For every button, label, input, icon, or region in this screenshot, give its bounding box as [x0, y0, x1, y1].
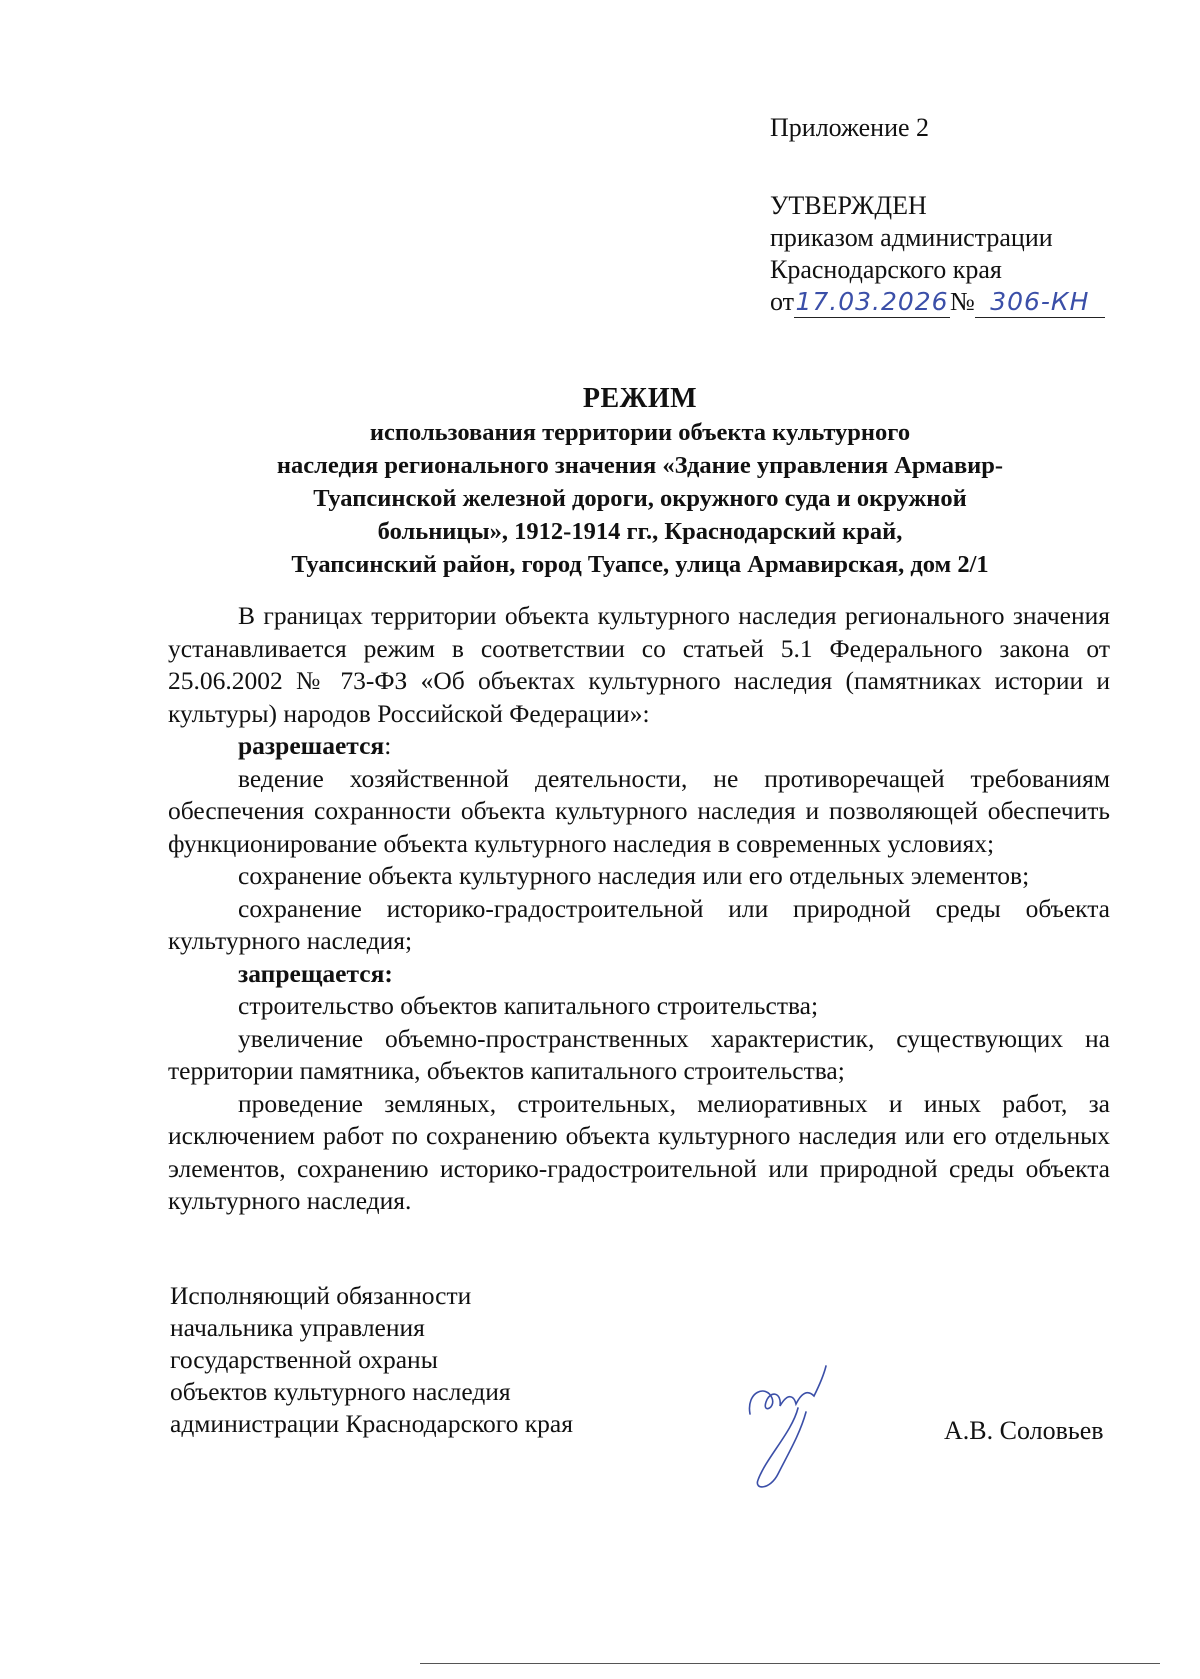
position-line: объектов культурного наследия: [170, 1377, 511, 1406]
order-line-2: Краснодарского края: [770, 255, 1002, 284]
handwritten-date: 17.03.2026: [795, 287, 949, 316]
allowed-item: сохранение объекта культурного наследия или его отдельных элементов;: [238, 861, 1030, 890]
number-sign: №: [950, 287, 975, 316]
document-title: [160, 382, 1120, 581]
bottom-divider: [420, 1663, 1160, 1664]
forbidden-heading: запрещается:: [238, 958, 393, 988]
forbidden-item: проведение земляных, строительных, мелиоративных и иных работ, за исключением работ по сохранению объекта культурного наследия или его отдельных элементов, сохранению историко-градостроительной или природной среды объекта культурного наследия.: [168, 1088, 1110, 1215]
date-prefix: от: [770, 287, 795, 316]
title-line: наследия регионального значения «Здание управления Армавир-: [276, 452, 1004, 479]
order-date-number: [770, 286, 1105, 318]
handwritten-signature: [736, 1362, 848, 1492]
signature-loop: [757, 1408, 806, 1487]
position-line: государственной охраны: [170, 1345, 438, 1374]
approval-block: [770, 112, 1105, 318]
title-main: РЕЖИМ: [582, 383, 698, 414]
allowed-heading-colon: :: [384, 731, 392, 760]
handwritten-number: 306-КН: [975, 287, 1105, 318]
approved-label: УТВЕРЖДЕН: [770, 191, 927, 220]
signatory-name: А.В. Соловьев: [944, 1416, 1104, 1445]
annex-label: Приложение 2: [770, 113, 930, 142]
intro-paragraph: В границах территории объекта культурного наследия регионального значения устанавливается режим в соответствии со статьей 5.1 Федерального закона от 25.06.2002 № 73-ФЗ «Об объектах культурного наследия (памятниках истории и культуры) народов Российской Федерации»:: [168, 601, 1110, 728]
allowed-item: сохранение историко-градостроительной или природной среды объекта культурного наследия;: [168, 893, 1110, 955]
document-body: [168, 600, 1110, 1218]
forbidden-item: увеличение объемно-пространственных характеристик, существующих на территории памятника, объектов капитального строительства;: [168, 1023, 1110, 1085]
order-line-1: приказом администрации: [770, 223, 1053, 252]
position-line: администрации Краснодарского края: [170, 1409, 573, 1438]
allowed-heading-text: разрешается: [238, 731, 385, 760]
title-line: использования территории объекта культурного: [369, 419, 911, 446]
forbidden-item: строительство объектов капитального строительства;: [238, 991, 819, 1020]
position-line: начальника управления: [170, 1313, 425, 1342]
allowed-item: ведение хозяйственной деятельности, не противоречащей требованиям обеспечения сохранности объекта культурного наследия и позволяющей обеспечить функционирование объекта культурного наследия в современных условиях;: [168, 763, 1110, 858]
position-line: Исполняющий обязанности: [170, 1281, 472, 1310]
signature-stroke: [749, 1366, 826, 1414]
allowed-heading: [168, 730, 1110, 763]
title-line: Туапсинский район, город Туапсе, улица Армавирская, дом 2/1: [291, 551, 989, 578]
title-line: больницы», 1912-1914 гг., Краснодарский край,: [377, 518, 903, 545]
title-line: Туапсинской железной дороги, окружного суда и окружной: [313, 485, 967, 512]
signatory-position: [170, 1280, 573, 1440]
